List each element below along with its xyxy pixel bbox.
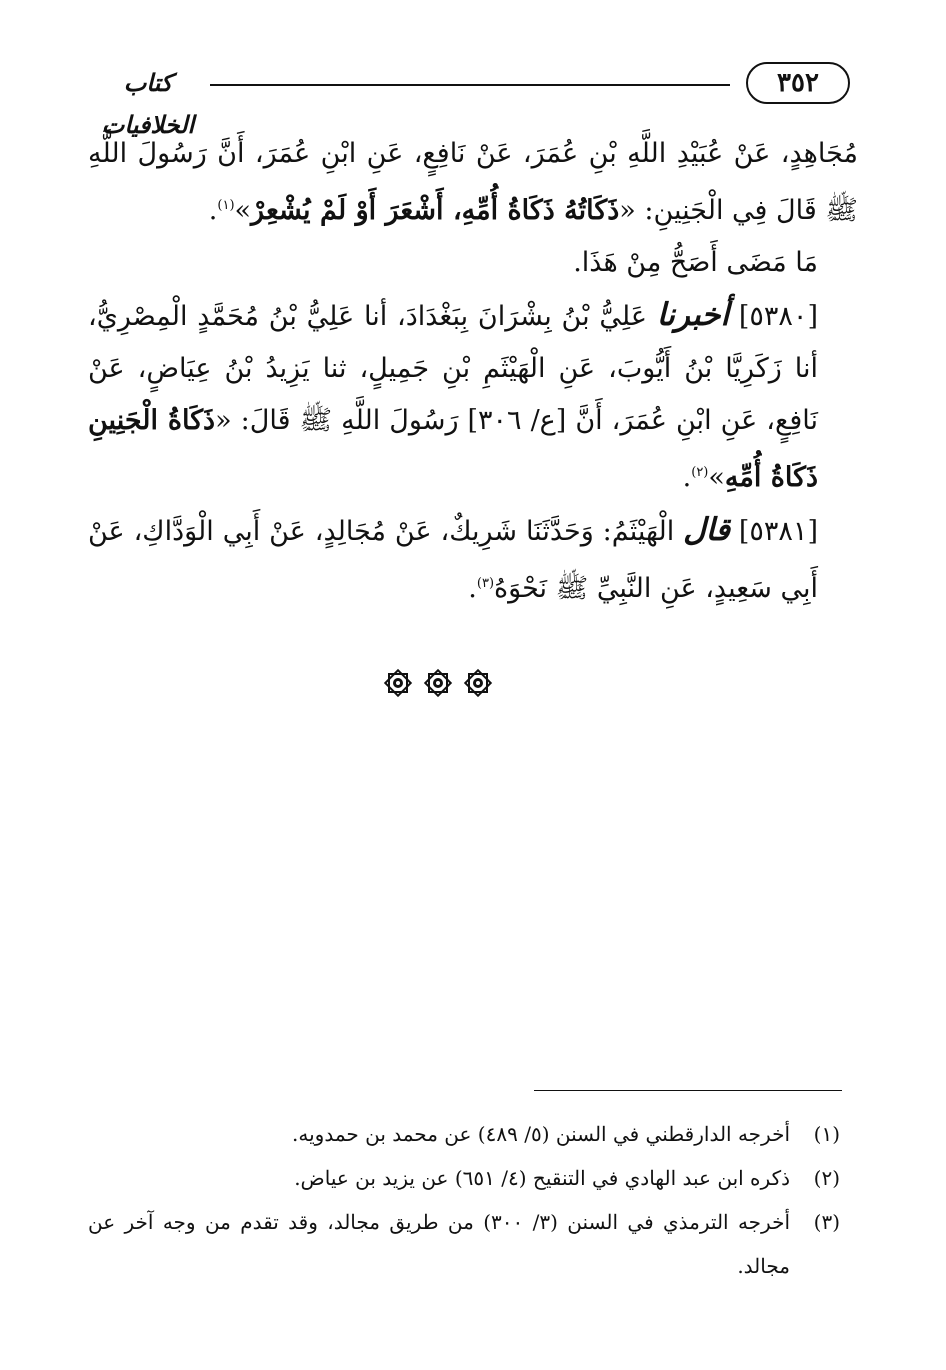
hadith-quote: ذَكَاةُ الْجَنِينِ ذَكَاةُ أُمِّهِ bbox=[88, 405, 818, 493]
section-divider-ornaments bbox=[383, 668, 493, 702]
page-number: ٣٥٢ bbox=[746, 62, 850, 104]
rosette-ornament-icon bbox=[423, 668, 453, 698]
footnote bbox=[88, 1156, 840, 1200]
footnote-number: (٣) bbox=[813, 1210, 840, 1234]
paragraph-text: عَلِيُّ بْنُ بِشْرَانَ بِبَغْدَادَ، أنا عَلِيُّ بْنُ مُحَمَّدٍ الْمِصْرِيُّ، أنا زَكَرِيَّا بْنُ أَيُّوبَ، عَنِ الْهَيْثَمِ بْنِ جَمِيلٍ، ثنا يَزِيدُ بْنُ عِيَاضٍ، عَنْ نَافِعٍ، عَنِ ابْنِ عُمَرَ، أَنَّ [ع/ ٣٠٦] رَسُولَ اللَّهِ ﷺ قَالَ: « bbox=[88, 301, 818, 436]
page-header bbox=[90, 62, 850, 139]
footnote-ref[interactable]: (١) bbox=[217, 198, 235, 213]
footnote-number: (١) bbox=[813, 1122, 840, 1146]
footnote-separator bbox=[534, 1090, 842, 1091]
main-text bbox=[88, 128, 858, 615]
paragraph-text: مَا مَضَى أَصَحُّ مِنْ هَذَا. bbox=[573, 247, 818, 278]
quote-close: » bbox=[708, 462, 725, 493]
footnote-text: أخرجه الدارقطني في السنن (٥/ ٤٨٩) عن محمد بن حمدويه. bbox=[292, 1122, 790, 1146]
rosette-ornament-icon bbox=[383, 668, 413, 698]
paragraph-3 bbox=[88, 289, 858, 504]
footnote-ref[interactable]: (٢) bbox=[691, 465, 709, 480]
paragraph-1 bbox=[88, 128, 858, 237]
footnote bbox=[88, 1112, 840, 1156]
rosette-ornament-icon bbox=[463, 668, 493, 698]
footnotes bbox=[88, 1112, 840, 1288]
period: . bbox=[682, 462, 692, 493]
running-title: كتاب الخلافيات bbox=[101, 68, 195, 139]
header-rule bbox=[210, 84, 730, 86]
footnote-text: أخرجه الترمذي في السنن (٣/ ٣٠٠) من طريق مجالد، وقد تقدم من وجه آخر عن مجالد. bbox=[88, 1210, 791, 1278]
lead-word: قال bbox=[683, 512, 730, 548]
period: . bbox=[468, 573, 477, 604]
footnote-number: (٢) bbox=[813, 1166, 840, 1190]
paragraph-2 bbox=[88, 237, 858, 289]
lead-word: أخبرنا bbox=[656, 297, 730, 333]
hadith-number: [٥٣٨١] bbox=[738, 516, 818, 547]
paragraph-text: مُجَاهِدٍ، عَنْ عُبَيْدِ اللَّهِ بْنِ عُمَرَ، عَنْ نَافِعٍ، عَنِ ابْنِ عُمَرَ، أَنَّ رَسُولَ اللَّهِ ﷺ قَالَ فِي الْجَنِينِ: « bbox=[88, 138, 858, 226]
quote-close: » bbox=[234, 195, 252, 226]
footnote-ref[interactable]: (٣) bbox=[476, 576, 495, 591]
period: . bbox=[208, 195, 218, 226]
footnote-text: ذكره ابن عبد الهادي في التنقيح (٤/ ٦٥١) عن يزيد بن عياض. bbox=[294, 1166, 790, 1190]
footnote bbox=[88, 1200, 840, 1288]
paragraph-text: الْهَيْثَمُ: وَحَدَّثَنَا شَرِيكٌ، عَنْ مُجَالِدٍ، عَنْ أَبِي الْوَدَّاكِ، عَنْ أَبِي سَعِيدٍ، عَنِ النَّبِيِّ ﷺ نَحْوَهُ bbox=[88, 516, 818, 604]
hadith-quote: ذَكَاتُهُ ذَكَاةُ أُمِّهِ، أَشْعَرَ أَوْ لَمْ يُشْعِرْ bbox=[251, 195, 620, 226]
hadith-number: [٥٣٨٠] bbox=[738, 301, 818, 332]
paragraph-4 bbox=[88, 504, 858, 615]
